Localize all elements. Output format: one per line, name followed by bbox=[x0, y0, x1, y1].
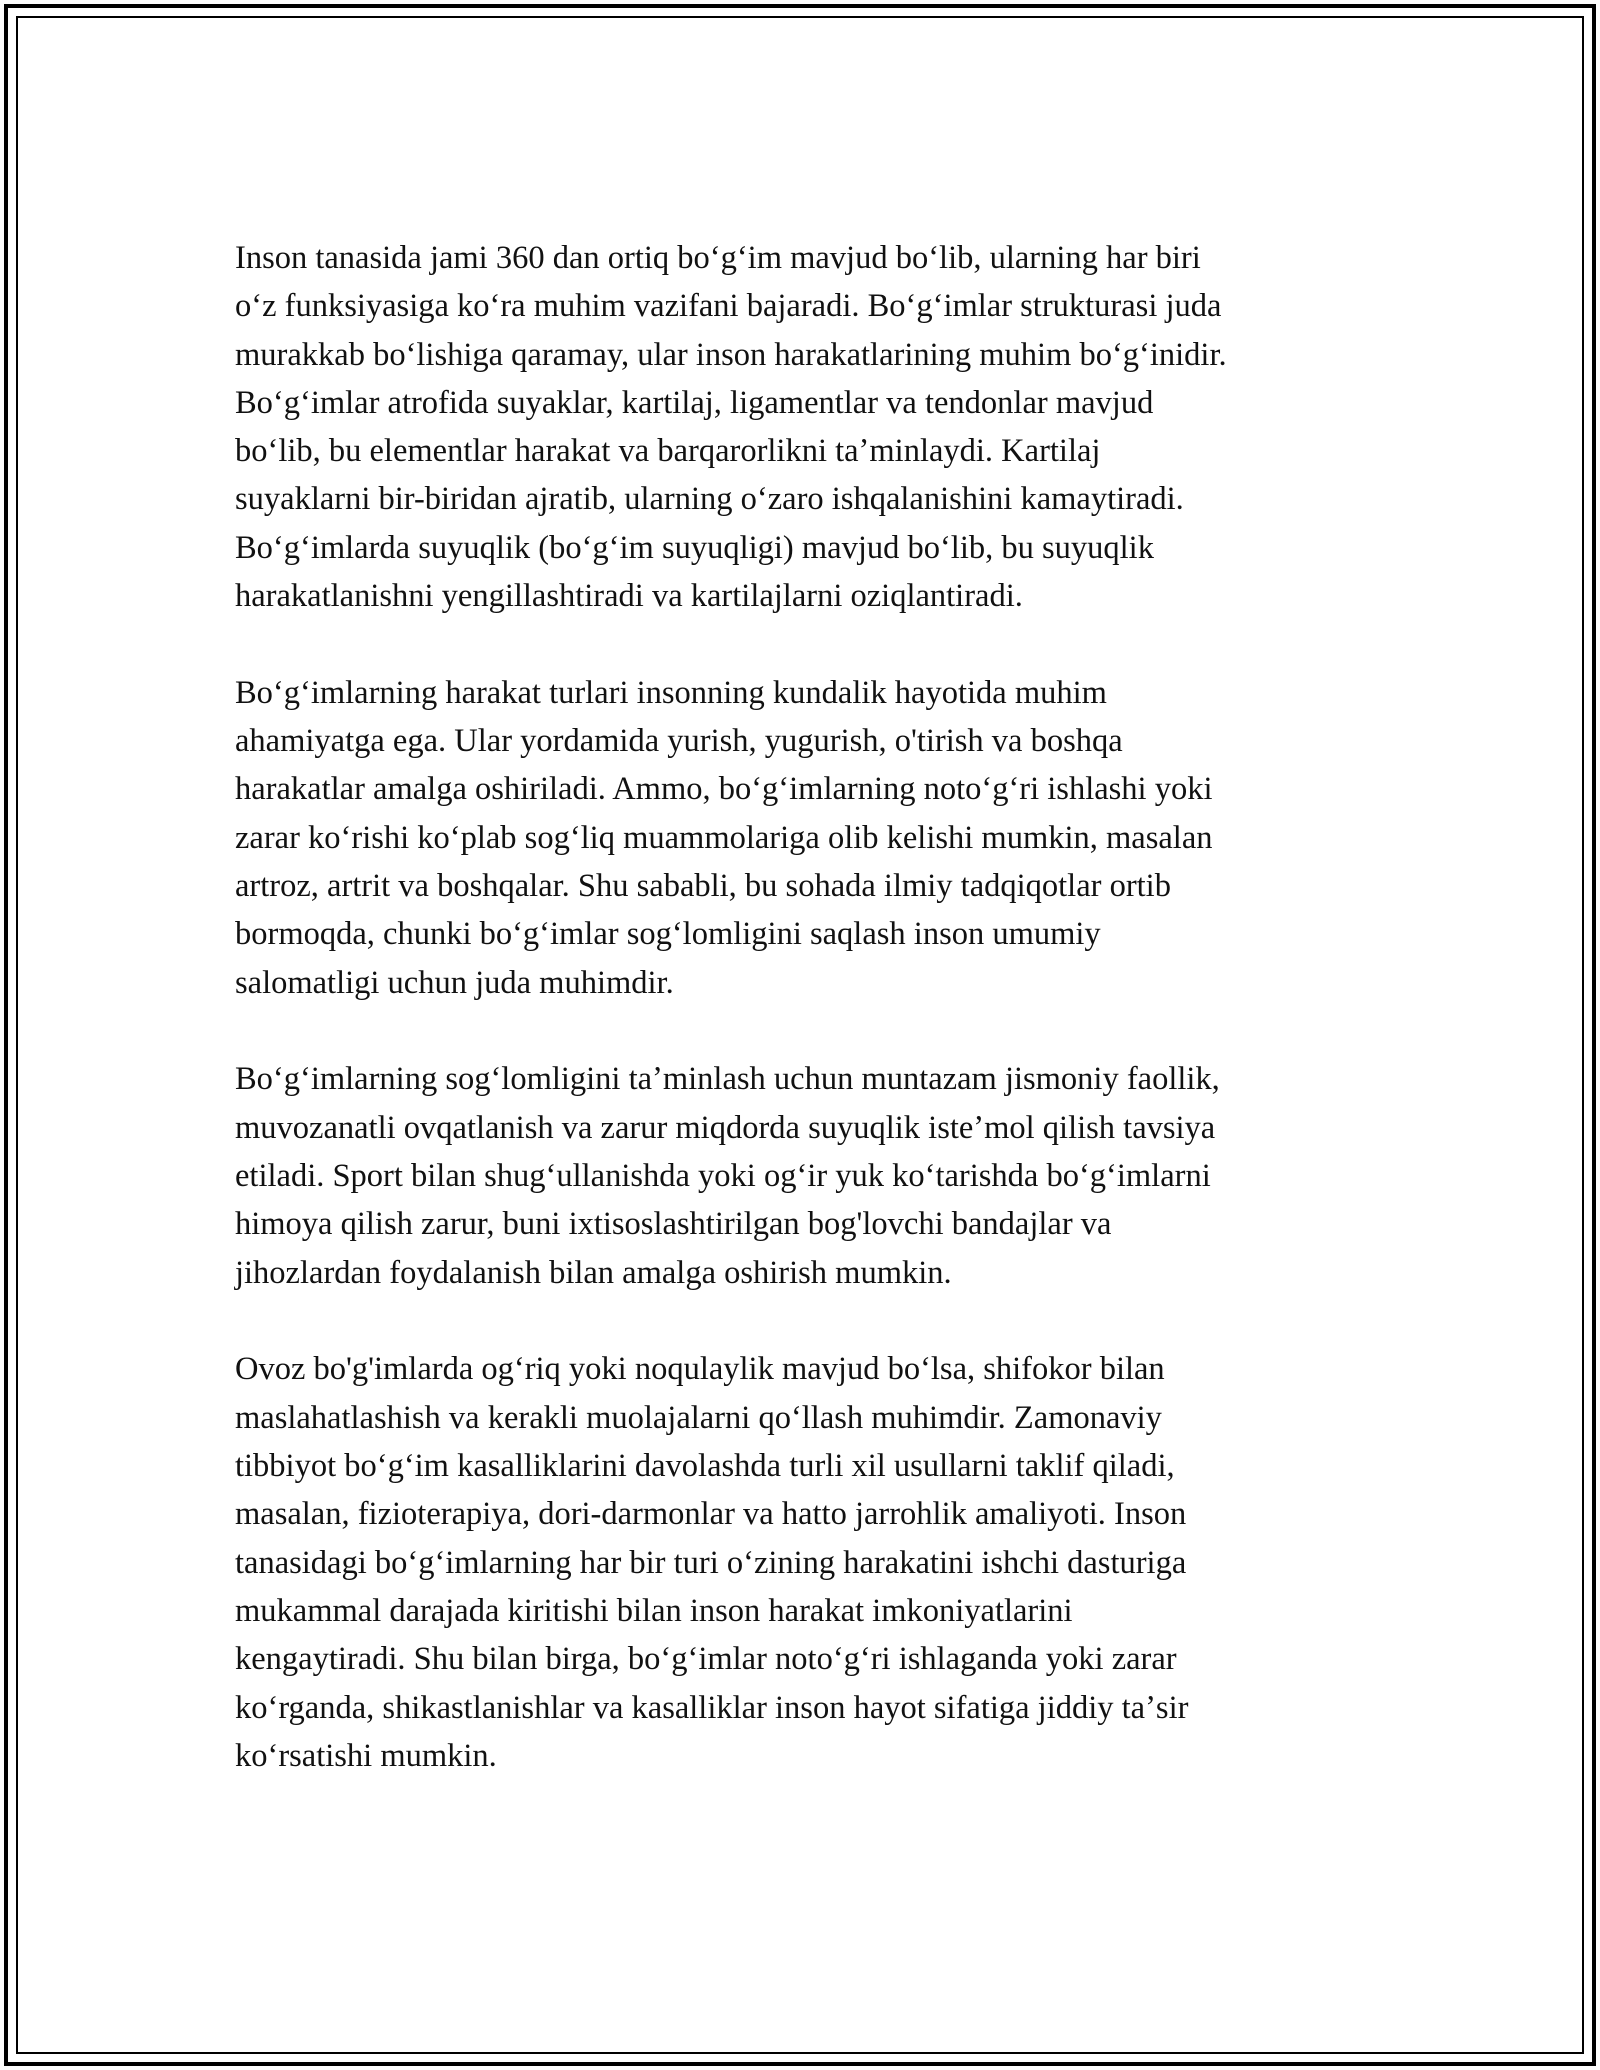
paragraph-line: tanasidagi boʻgʻimlarning har bir turi oʻzining harakatini ishchi dasturiga bbox=[235, 1544, 1187, 1581]
paragraph-line: kengaytiradi. Shu bilan birga, boʻgʻimlar notoʻgʻri ishlaganda yoki zarar bbox=[235, 1641, 1177, 1678]
paragraph-line: mukammal darajada kiritishi bilan inson harakat imkoniyatlarini bbox=[235, 1592, 1073, 1629]
paragraph-line: koʻrganda, shikastlanishlar va kasalliklar inson hayot sifatiga jiddiy taʼsir bbox=[235, 1689, 1189, 1726]
paragraph-line: salomatligi uchun juda muhimdir. bbox=[235, 964, 674, 1001]
paragraph-line: etiladi. Sport bilan shugʻullanishda yoki ogʻir yuk koʻtarishda boʻgʻimlarni bbox=[235, 1158, 1211, 1195]
paragraph-line: suyaklarni bir-biridan ajratib, ularning oʻzaro ishqalanishini kamaytiradi. bbox=[235, 481, 1184, 518]
document-body bbox=[235, 234, 1375, 1829]
paragraph-line: bormoqda, chunki boʻgʻimlar sogʻlomligini saqlash inson umumiy bbox=[235, 916, 1101, 953]
paragraph-3 bbox=[235, 1055, 1375, 1296]
paragraph-line: Ovoz bo'g'imlarda ogʻriq yoki noqulaylik mavjud boʻlsa, shifokor bilan bbox=[235, 1351, 1165, 1388]
paragraph-line: Boʻgʻimlarda suyuqlik (boʻgʻim suyuqligi) mavjud boʻlib, bu suyuqlik bbox=[235, 529, 1154, 566]
paragraph-line: maslahatlashish va kerakli muolajalarni qoʻllash muhimdir. Zamonaviy bbox=[235, 1399, 1162, 1436]
paragraph-line: harakatlar amalga oshiriladi. Ammo, boʻgʻimlarning notoʻgʻri ishlashi yoki bbox=[235, 771, 1213, 808]
paragraph-line: tibbiyot boʻgʻim kasalliklarini davolashda turli xil usullarni taklif qiladi, bbox=[235, 1448, 1175, 1485]
paragraph-line: artroz, artrit va boshqalar. Shu sababli, bu sohada ilmiy tadqiqotlar ortib bbox=[235, 868, 1171, 905]
paragraph-line: muvozanatli ovqatlanish va zarur miqdorda suyuqlik isteʼmol qilish tavsiya bbox=[235, 1109, 1216, 1146]
paragraph-line: ahamiyatga ega. Ular yordamida yurish, yugurish, o'tirish va boshqa bbox=[235, 723, 1123, 760]
paragraph-line: Inson tanasida jami 360 dan ortiq boʻgʻim mavjud boʻlib, ularning har biri bbox=[235, 240, 1201, 276]
paragraph-line: himoya qilish zarur, buni ixtisoslashtirilgan bog'lovchi bandajlar va bbox=[235, 1206, 1112, 1243]
paragraph-line: koʻrsatishi mumkin. bbox=[235, 1737, 497, 1774]
paragraph-line: Boʻgʻimlarning harakat turlari insonning kundalik hayotida muhim bbox=[235, 674, 1107, 711]
paragraph-line: Boʻgʻimlarning sogʻlomligini taʼminlash uchun muntazam jismoniy faollik, bbox=[235, 1061, 1220, 1098]
paragraph-line: oʻz funksiyasiga koʻra muhim vazifani bajaradi. Boʻgʻimlar strukturasi juda bbox=[235, 288, 1222, 325]
paragraph-line: masalan, fizioterapiya, dori-darmonlar va hatto jarrohlik amaliyoti. Inson bbox=[235, 1496, 1187, 1533]
paragraph-line: Boʻgʻimlar atrofida suyaklar, kartilaj, ligamentlar va tendonlar mavjud bbox=[235, 384, 1154, 421]
paragraph-line: boʻlib, bu elementlar harakat va barqarorlikni taʼminlaydi. Kartilaj bbox=[235, 433, 1101, 470]
paragraph-line: harakatlanishni yengillashtiradi va kartilajlarni oziqlantiradi. bbox=[235, 578, 1023, 615]
paragraph-4 bbox=[235, 1345, 1375, 1780]
paragraph-line: jihozlardan foydalanish bilan amalga oshirish mumkin. bbox=[235, 1254, 952, 1291]
paragraph-1 bbox=[235, 234, 1375, 620]
paragraph-line: murakkab boʻlishiga qaramay, ular inson harakatlarining muhim boʻgʻinidir. bbox=[235, 336, 1227, 373]
paragraph-2 bbox=[235, 669, 1375, 1007]
paragraph-line: zarar koʻrishi koʻplab sogʻliq muammolariga olib kelishi mumkin, masalan bbox=[235, 819, 1213, 856]
